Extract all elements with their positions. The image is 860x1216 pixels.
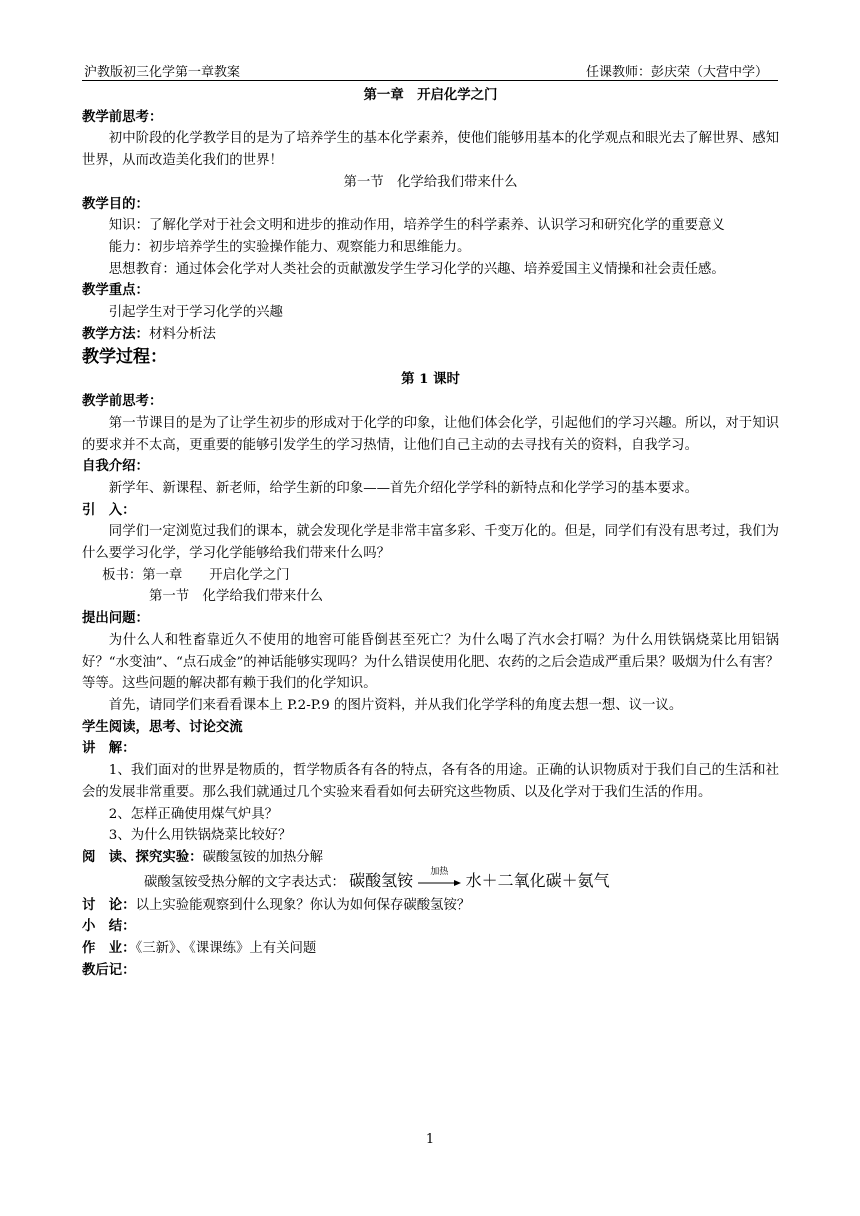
- reaction-condition: 加热: [430, 867, 449, 878]
- pre-think-heading: 教学前思考：: [82, 108, 163, 125]
- method-text: 材料分析法: [148, 326, 216, 342]
- section-title: 第一节 化学给我们带来什么: [343, 174, 518, 190]
- key-point-heading: 教学重点：: [82, 282, 149, 299]
- equation-reactant: 碳酸氢铵: [349, 870, 414, 890]
- goals-heading: 教学目的：: [82, 195, 149, 212]
- goal-knowledge: 知识：了解化学对于社会文明和进步的推动作用，培养学生的科学素养、认识学习和研究化学的重要意义: [108, 218, 725, 234]
- goal-ability: 能力：初步培养学生的实验操作能力、观察能力和思维能力。: [108, 239, 471, 255]
- explain-point-3: 3、为什么用铁锅烧菜比较好？: [108, 828, 292, 844]
- lesson-title: 第 1 课时: [401, 371, 460, 388]
- self-intro-text: 新学年、新课程、新老师，给学生新的印象——首先介绍化学学科的新特点和化学学习的基本要求。: [108, 480, 698, 496]
- reaction-arrow: [417, 867, 461, 890]
- discuss-line: [82, 895, 779, 917]
- board-line-2: 第一节 化学给我们带来什么: [149, 589, 324, 605]
- equation-label: 碳酸氢铵受热分解的文字表达式：: [144, 874, 345, 890]
- page-header: [82, 60, 778, 81]
- explain-heading: 讲 解：: [82, 740, 136, 757]
- method-heading: 教学方法：: [82, 325, 149, 342]
- reading-heading: 学生阅读，思考、讨论交流: [82, 718, 243, 735]
- after-notes-heading: 教后记：: [82, 961, 136, 978]
- homework-line: [82, 938, 779, 960]
- arrow-icon: [417, 879, 461, 887]
- document-body: [82, 85, 779, 981]
- questions-heading: 提出问题：: [82, 610, 149, 627]
- pre-think-text: 初中阶段的化学教学目的是为了培养学生的基本化学素养，使他们能够用基本的化学观点和眼光去了解世界、感知世界，从而改造美化我们的世界！: [82, 131, 779, 169]
- board-line-1: 板书：第一章 开启化学之门: [102, 567, 290, 583]
- discuss-text: 以上实验能观察到什么现象？你认为如何保存碳酸氢铵？: [135, 897, 471, 913]
- word-equation: [82, 869, 779, 895]
- method-line: [82, 324, 779, 346]
- lead-in-text: 同学们一定浏览过我们的课本，就会发现化学是非常丰富多彩、千变万化的。但是，同学们有没有思考过，我们为什么要学习化学，学习化学能够给我们带来什么吗？: [82, 524, 779, 562]
- explain-point-2: 2、怎样正确使用煤气炉具？: [108, 806, 279, 822]
- equation-products: 水＋二氧化碳＋氨气: [465, 870, 610, 890]
- experiment-heading: 阅 读、探究实验：: [82, 848, 203, 865]
- discuss-heading: 讨 论：: [82, 896, 136, 913]
- lesson-pre-think-heading: 教学前思考：: [82, 393, 163, 410]
- experiment-line: [82, 847, 779, 869]
- explain-point-1: 1、我们面对的世界是物质的，哲学物质各有各的特点，各有各的用途。正确的认识物质对于我们自己的生活和社会的发展非常重要。那么我们就通过几个实验来看看如何去研究这些物质、以及化学对于我们生活的作用。: [82, 763, 779, 800]
- questions-text: 为什么人和牲畜靠近久不使用的地窖可能昏倒甚至死亡？为什么喝了汽水会打嗝？为什么用铁锅烧菜比用铝锅好？“水变油”、“点石成金”的神话能够实现吗？为什么错误使用化肥、农药的之后会造成严重后果？吸烟为什么有害？等等。这些问题的解决都有赖于我们的化学知识。: [82, 632, 779, 692]
- goal-ideology: 思想教育：通过体会化学对人类社会的贡献激发学生学习化学的兴趣、培养爱国主义情操和社会责任感。: [108, 261, 725, 277]
- homework-heading: 作 业：: [82, 940, 136, 957]
- lead-in-heading: 引 入：: [82, 501, 136, 518]
- homework-text: 《三新》、《课课练》上有关问题: [135, 941, 317, 957]
- page-number: 1: [425, 1132, 435, 1147]
- questions-text-2: 首先，请同学们来看看课本上 P.2-P.9 的图片资料，并从我们化学学科的角度去想一想、议一议。: [108, 697, 683, 713]
- header-teacher: 任课教师：彭庆荣（大营中学）: [585, 65, 768, 80]
- chapter-title: 第一章 开启化学之门: [363, 87, 498, 103]
- header-course: 沪教版初三化学第一章教案: [84, 65, 241, 80]
- key-point-text: 引起学生对于学习化学的兴趣: [108, 305, 283, 321]
- process-heading: 教学过程：: [82, 347, 167, 368]
- lesson-pre-think-text: 第一节课目的是为了让学生初步的形成对于化学的印象，让他们体会化学，引起他们的学习兴趣。所以，对于知识的要求并不太高，更重要的能够引发学生的学习热情，让他们自己主动的去寻找有关的资料，自我学习。: [82, 415, 779, 453]
- summary-heading: 小 结：: [82, 918, 136, 935]
- experiment-text: 碳酸氢铵的加热分解: [202, 849, 324, 865]
- self-intro-heading: 自我介绍：: [82, 458, 149, 475]
